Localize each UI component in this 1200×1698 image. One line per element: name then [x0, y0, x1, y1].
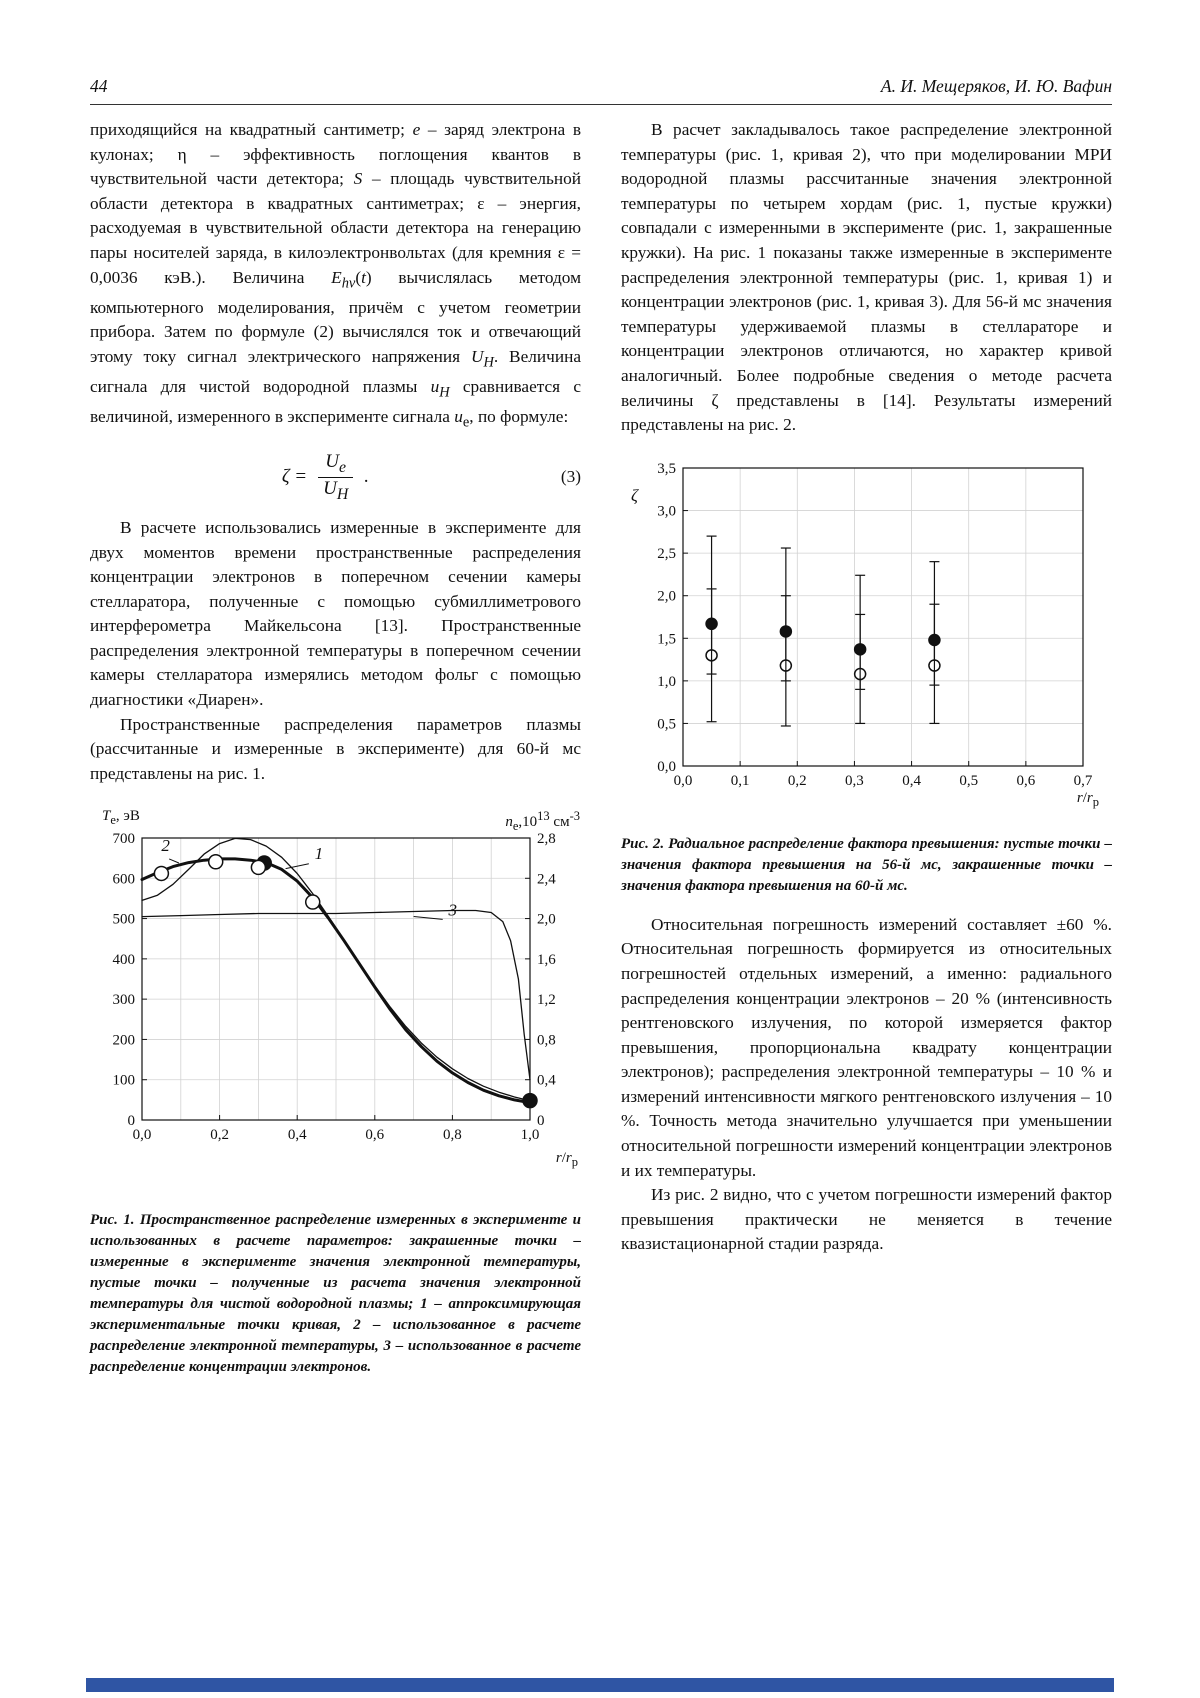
figure-1 — [90, 804, 581, 1378]
svg-text:500: 500 — [112, 912, 135, 929]
svg-text:2,5: 2,5 — [657, 545, 676, 562]
svg-text:0,2: 0,2 — [210, 1127, 229, 1144]
figure-1-chart — [90, 804, 580, 1190]
two-column-body — [90, 118, 1112, 1378]
svg-text:2,8: 2,8 — [537, 831, 556, 848]
svg-text:3: 3 — [448, 900, 458, 920]
svg-text:0: 0 — [127, 1113, 135, 1130]
fig2-x-axis-title: $r/r_p$ — [1076, 789, 1099, 809]
figure-2 — [621, 448, 1112, 897]
svg-text:2,0: 2,0 — [657, 588, 676, 605]
svg-text:0,7: 0,7 — [1073, 772, 1093, 789]
paragraph-error-analysis: Относительная погрешность измерений составляет ±60 %. Относительная погрешность формируется из относительных погрешностей отдельных измерений, а именно: радиального распределения концентрации электронов – 20 % (интенсивность рентгеновского излучения, по которой измеряется фактор превышения, пропорциональна квадрату концентрации электронов); распределения электронной температуры – 10 % и измерений интенсивности мягкого рентгеновского излучения – 10 %. Точность метода значительно улучшается при уменьшении относительной погрешности измерений концентрации электронов и их температуры. — [621, 914, 1112, 1180]
svg-text:1,2: 1,2 — [537, 992, 556, 1009]
svg-text:3,0: 3,0 — [657, 503, 676, 520]
svg-text:200: 200 — [112, 1032, 135, 1049]
svg-text:0,6: 0,6 — [365, 1127, 385, 1144]
svg-text:0,8: 0,8 — [537, 1032, 556, 1049]
svg-text:0,4: 0,4 — [287, 1127, 307, 1144]
paragraph-model-description: В расчет закладывалось такое распределение электронной температуры (рис. 1, кривая 2), что при моделировании МРИ водородной плазмы рассчитанные значения электронной температуры по четырем хордам (рис. 1, пустые кружки) совпадали с измеренными в эксперименте (рис. 1, закрашенные кружки). На рис. 1 показаны также измеренные в эксперименте распределения электронной температуры (рис. 1, кривая 1) и концентрации электронов (рис. 1, кривая 3). Для 56-й мс значения температуры удерживаемой плазмы в стеллараторе и концентрации электронов отличаются, но характер кривой аналогичный. Более подробные сведения о методе расчета величины ζ представлены в [14]. Результаты измерений представлены на рис. 2. — [621, 120, 1112, 435]
svg-text:0: 0 — [537, 1113, 545, 1130]
svg-text:600: 600 — [112, 871, 135, 888]
running-header — [90, 76, 1112, 105]
equation-period: . — [364, 466, 370, 488]
page-number: 44 — [90, 76, 108, 96]
svg-text:0,4: 0,4 — [902, 772, 921, 789]
svg-text:1,0: 1,0 — [520, 1127, 540, 1144]
fig1-right-axis-title: $n_e,10^{13}$ $см^{-3}$ — [505, 809, 580, 834]
svg-text:0,6: 0,6 — [1016, 772, 1036, 789]
svg-text:400: 400 — [112, 952, 135, 969]
svg-text:0,0: 0,0 — [132, 1127, 152, 1144]
svg-text:1,0: 1,0 — [657, 673, 676, 690]
fraction-numerator: $U_e$ — [318, 451, 353, 478]
svg-text:1: 1 — [314, 844, 324, 864]
svg-text:100: 100 — [112, 1073, 135, 1090]
running-authors: А. И. Мещеряков, И. Ю. Вафин — [880, 76, 1112, 96]
paragraph-detector-definitions: приходящийся на квадратный сантиметр; e – заряд электрона в кулонах; η – эффективность поглощения квантов в чувствительной части детектора; S – площадь чувствительной области детектора в квадратных сантиметрах; ε – энергия, расходуемая в чувствительной области детектора на генерацию пары носителей заряда, в килоэлектронвольтах (для кремния ε = 0,0036 кэВ.). Величина $E_{h\nu}(t)$ вычислялась методом компьютерного моделирования, причём с учетом геометрии прибора. Затем по формуле (2) вычислялся ток и отвечающий этому току сигнал электрического напряжения $U_H$. Величина сигнала для чистой водородной плазмы $u_H$ сравнивается с величиной, измеренного в эксперименте сигнала $u_e$, по формуле: — [90, 120, 582, 431]
svg-text:0,4: 0,4 — [537, 1073, 556, 1090]
svg-text:2: 2 — [161, 836, 170, 856]
svg-text:2,0: 2,0 — [537, 912, 556, 929]
equation-3-body — [90, 451, 561, 504]
svg-text:0,8: 0,8 — [443, 1127, 462, 1144]
equation-fraction — [316, 451, 355, 504]
svg-text:1,5: 1,5 — [657, 631, 676, 648]
fig1-x-axis-title: $r/r_p$ — [555, 1150, 578, 1170]
svg-text:0,0: 0,0 — [657, 758, 676, 775]
svg-text:0,5: 0,5 — [959, 772, 979, 789]
svg-text:0,1: 0,1 — [730, 772, 750, 789]
svg-text:0,5: 0,5 — [657, 716, 676, 733]
svg-text:0,0: 0,0 — [673, 772, 693, 789]
paragraph-conclusion: Из рис. 2 видно, что с учетом погрешности измерений фактор превышения практически не меняется в течение квазистационарной стадии разряда. — [621, 1185, 1112, 1254]
equation-lhs: ζ = — [281, 466, 308, 488]
figure-2-caption: Рис. 2. Радиальное распределение фактора превышения: пустые точки – значения фактора превышения на 56-й мс, закрашенные точки – значения фактора превышения на 60-й мс. — [621, 835, 1112, 894]
fraction-denominator: $U_H$ — [323, 477, 349, 503]
paragraph-figure1-reference: Пространственные распределения параметров плазмы (рассчитанные и измеренные в эксперименте) для 60-й мс представлены на рис. 1. — [90, 714, 581, 783]
right-column — [621, 118, 1112, 1378]
left-column — [90, 118, 581, 1378]
equation-number: (3) — [560, 467, 581, 487]
fig2-plot-svg — [629, 454, 1101, 804]
svg-text:2,4: 2,4 — [537, 871, 556, 888]
svg-text:3,5: 3,5 — [657, 460, 676, 477]
paragraph-calculation-inputs: В расчете использовались измеренные в эксперименте для двух моментов времени пространственные распределения концентрации электронов в поперечном сечении камеры стелларатора, полученные с помощью субмиллиметрового интерферометра Майкельсона [13]. Пространственные распределения электронной температуры в поперечном сечении камеры стелларатора измерялись методом фольг с помощью диагностики «Диарен». — [90, 517, 581, 710]
figure-1-caption: Рис. 1. Пространственное распределение измеренных в эксперименте и использованных в расчете параметров: закрашенные точки – измеренные в эксперименте значения электронной температуры, пустые точки – полученные из расчета значения электронной температуры для чистой водородной плазмы; 1 – аппроксимирующая экспериментальные точки кривая, 2 – использованное в расчете распределение электронной температуры, 3 – использованное в расчете распределение концентрации электронов. — [90, 1212, 581, 1376]
equation-3 — [90, 451, 581, 504]
svg-text:0,2: 0,2 — [787, 772, 807, 789]
svg-text:1,6: 1,6 — [537, 952, 556, 969]
fig1-plot-svg — [90, 828, 580, 1158]
svg-text:0,3: 0,3 — [845, 772, 864, 789]
bottom-blue-bar — [86, 1678, 1114, 1692]
svg-text:700: 700 — [112, 831, 135, 848]
fig1-left-axis-title: $T_e$, эВ — [102, 808, 140, 828]
fig2-y-axis-title: ζ — [631, 485, 638, 505]
svg-text:300: 300 — [112, 992, 135, 1009]
figure-2-chart — [629, 448, 1101, 814]
